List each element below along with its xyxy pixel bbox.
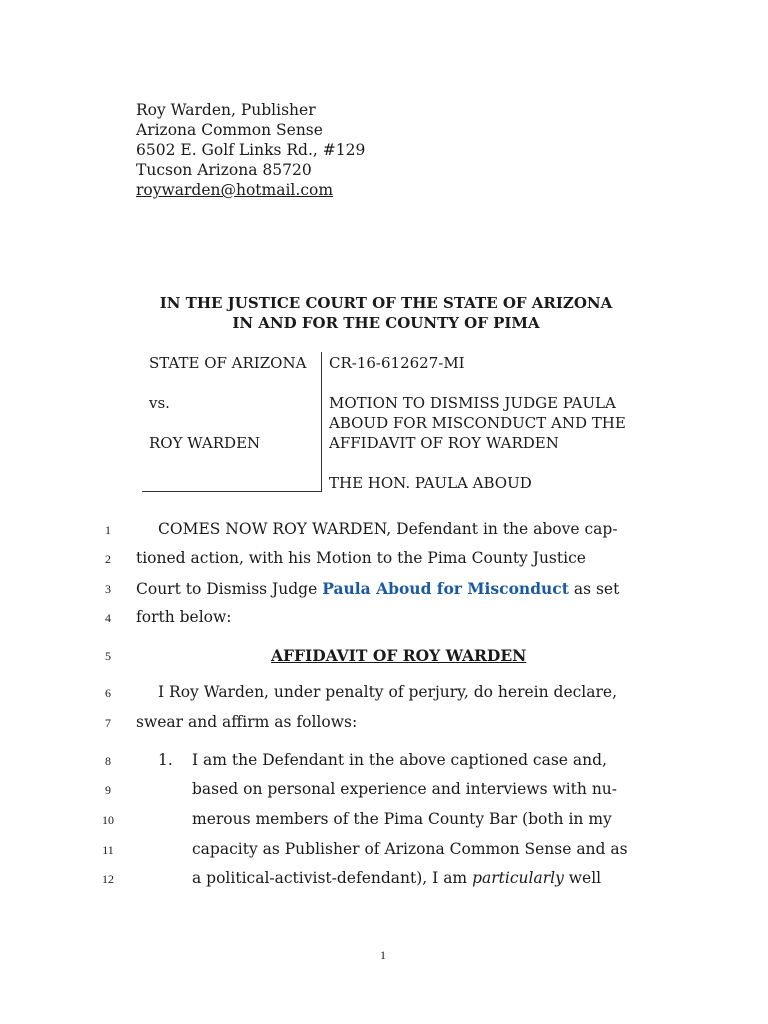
body-text-line: swear and affirm as follows: [136,713,358,731]
caption-defendant: ROY WARDEN [149,434,261,452]
line-number: 6 [105,686,111,700]
body-text-fragment: a political-activist-defendant), I am [192,869,468,887]
caption-vs: vs. [149,394,170,412]
sender-name: Roy Warden, Publisher [136,101,316,119]
misconduct-link[interactable]: Paula Aboud for Misconduct [322,579,569,598]
motion-title-line3: AFFIDAVIT OF ROY WARDEN [329,434,559,452]
judge-name: THE HON. PAULA ABOUD [329,474,532,492]
body-text-line [136,579,619,598]
line-number: 10 [102,813,114,827]
body-text-line: based on personal experience and interviews with nu- [192,780,618,798]
sender-org: Arizona Common Sense [136,121,323,139]
body-text-line [192,869,601,887]
court-title-line1: IN THE JUSTICE COURT OF THE STATE OF ARIZONA [159,294,613,312]
body-text-fragment: well [568,869,602,887]
court-title-line2: IN AND FOR THE COUNTY OF PIMA [232,314,540,332]
body-text-line: I Roy Warden, under penalty of perjury, do herein declare, [158,683,618,701]
sender-city: Tucson Arizona 85720 [136,161,312,179]
body-text-line: capacity as Publisher of Arizona Common Sense and as [192,840,628,858]
line-number: 1 [105,523,111,537]
line-number: 7 [105,716,111,730]
sender-address-block [136,100,365,200]
body-text-line: tioned action, with his Motion to the Pima County Justice [136,549,586,567]
sender-email-link[interactable]: roywarden@hotmail.com [136,181,334,199]
body-text-line: forth below: [136,608,232,626]
caption-vertical-divider [321,352,322,492]
body-text-fragment: as set [573,580,620,598]
caption-plaintiff: STATE OF ARIZONA [149,354,307,372]
line-number: 2 [105,552,111,566]
page-number: 1 [380,948,386,962]
caption-horizontal-rule [142,491,322,492]
sender-street: 6502 E. Golf Links Rd., #129 [136,141,366,159]
body-text-line: I am the Defendant in the above captioned case and, [192,751,607,769]
emphasis-text: particularly [472,869,564,887]
list-item-number: 1. [158,751,173,769]
line-number: 8 [105,754,111,768]
body-text-line: merous members of the Pima County Bar (both in my [192,810,612,828]
affidavit-heading: AFFIDAVIT OF ROY WARDEN [271,646,527,665]
body-text-fragment: Court to Dismiss Judge [136,580,318,598]
case-number: CR-16-612627-MI [329,354,465,372]
line-number: 11 [102,843,114,857]
body-text-line: COMES NOW ROY WARDEN, Defendant in the above cap- [158,520,618,538]
line-number: 12 [102,872,114,886]
line-number: 9 [105,783,111,797]
motion-title-line1: MOTION TO DISMISS JUDGE PAULA [329,394,616,412]
line-number: 4 [105,611,111,625]
motion-title-line2: ABOUD FOR MISCONDUCT AND THE [329,414,626,432]
line-number: 3 [105,582,111,596]
line-number: 5 [105,649,111,663]
